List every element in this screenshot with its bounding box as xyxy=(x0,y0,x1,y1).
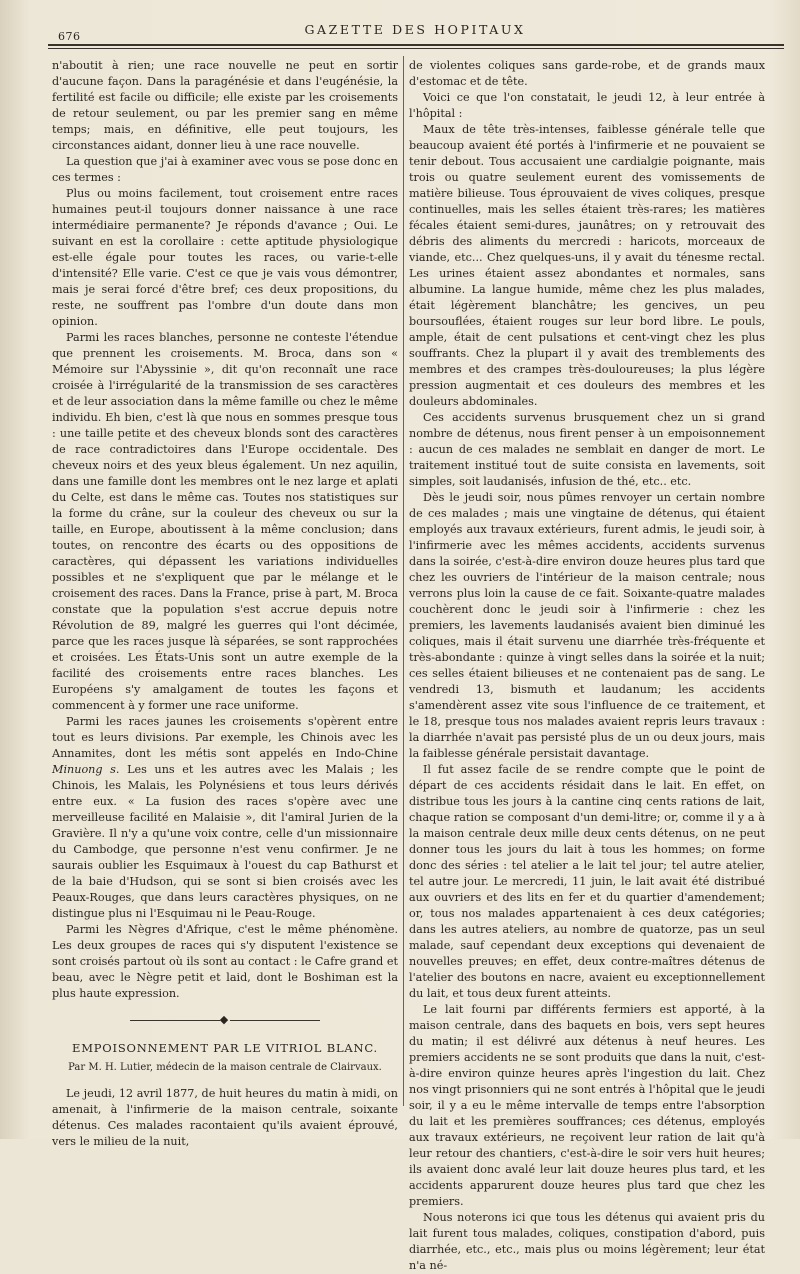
paragraph: Voici ce que l'on constatait, le jeudi 12, à leur entrée à l'hôpital : xyxy=(409,91,765,120)
right-column xyxy=(409,58,765,1274)
paragraph: Il fut assez facile de se rendre compte que le point de départ de ces accidents résidait dans le lait. En effet, on distribue tous les jours à la cantine cinq cents rations de lait, chaque ration se composant d'un demi-litre; or, comme il y a à la maison centrale deux mille deux cents détenus, on ne peut donner tous les jours du lait à tous les hommes; on forme donc des séries : tel atelier a le lait tel jour; tel autre atelier, tel autre jour. Le mercredi, 11 juin, le lait avait été distribué aux ouvriers et des lits en fer et du quartier d'amendement; or, tous nos malades appartenaient à ces deux catégories; dans les autres ateliers, au nombre de quatorze, pas un seul malade, sauf cependant deux exceptions qui devenaient de nouvelles preuves; en effet, deux contre-maîtres détenus de l'atelier des boutons en nacre, avaient eu exceptionnellement du lait, et tous deux furent atteints. xyxy=(409,763,765,1000)
paragraph: n'aboutit à rien; une race nouvelle ne peut en sortir d'aucune façon. Dans la paragénésie et dans l'eugénésie, la fertilité est facile ou difficile; elle existe par les croisements de retour seulement, ou par les premier sang en même temps; mais, en définitive, elle peut toujours, les circonstances aidant, donner lieu à une race nouvelle. xyxy=(52,59,398,152)
paragraph: Maux de tête très-intenses, faiblesse générale telle que beaucoup avaient été portés à l'infirmerie et ne pouvaient se tenir debout. Tous accusaient une cardialgie poignante, mais trois ou quatre seulement eurent des vomissements de matière bilieuse. Tous éprouvaient de vives coliques, presque continuelles, mais les selles étaient très-rares; les matières fécales étaient semi-dures, jaunâtres; on y retrouvait des débris des aliments du mercredi : haricots, morceaux de viande, etc... Chez quelques-uns, il y avait du ténesme rectal. Les urines étaient assez abondantes et normales, sans albumine. La langue humide, même chez les plus malades, était légèrement blanchâtre; les gencives, un peu boursouflées, étaient rouges sur leur bord libre. Le pouls, ample, était de cent pulsations et cent-vingt chez les plus souffrants. Chez la plupart il y avait des tremblements des membres et des crampes très-douloureuses; la plus légère pression augmentait et ces douleurs des membres et les douleurs abdominales. xyxy=(409,123,765,408)
italic-term: Minuong s. xyxy=(52,763,120,776)
article-title: EMPOISONNEMENT PAR LE VITRIOL BLANC. xyxy=(72,1041,378,1055)
paragraph xyxy=(52,714,398,922)
paragraph: de violentes coliques sans garde-robe, et de grands maux d'estomac et de tête. xyxy=(409,59,765,88)
left-column xyxy=(52,58,398,1150)
section-divider-ornament: ◆ xyxy=(52,1012,398,1028)
paragraph: Le jeudi, 12 avril 1877, de huit heures du matin à midi, on amenait, à l'infirmerie de la maison centrale, soixante détenus. Ces malades racontaient qu'ils avaient éprouvé, vers le milieu de la nuit, xyxy=(52,1087,398,1148)
journal-title: GAZETTE DES HOPITAUX xyxy=(304,22,526,37)
paragraph: Parmi les races blanches, personne ne conteste l'étendue que prennent les croisements. M. Broca, dans son « Mémoire sur l'Abyssinie », dit qu'on reconnaît une race croisée à l'irrégularité de la transmission de ses caractères et de leur association dans la même famille ou chez le même individu. Eh bien, c'est là que nous en sommes presque tous : une taille petite et des cheveux blonds sont des caractères de race contradictoires dans l'Europe occidentale. Des cheveux noirs et des yeux bleus également. Un nez aquilin, dans une famille dont les membres ont le nez large et aplati du Celte, est dans le même cas. Toutes nos statistiques sur la forme du crâne, sur la couleur des cheveux ou sur la taille, en Europe, aboutissent à la même conclusion; dans toutes, on rencontre des écarts ou des oppositions de caractères, qui dépassent les variations individuelles possibles et ne s'expliquent que par le mélange et le croisement des races. Dans la France, prise à part, M. Broca constate que la population s'est accrue depuis notre Révolution de 89, malgré les guerres qui l'ont décimée, parce que les races jusque là séparées, se sont rapprochées et croisées. Les États-Unis sont un autre exemple de la facilité des croisements entre races blanches. Les Européens s'y amalgament de toutes les façons et commencent à y former une race uniforme. xyxy=(52,331,398,712)
article-byline: Par M. H. Lutier, médecin de la maison centrale de Clairvaux. xyxy=(68,1062,382,1073)
paragraph-text: Les uns et les autres avec les Malais ; les Chinois, les Malais, les Polynésiens et tous leurs dérivés entre eux. « La fusion des races s'opère avec une merveilleuse facilité en Malaisie », dit l'amiral Jurien de la Gravière. Il n'y a qu'une voix contre, celle d'un missionnaire du Cambodge, que personne n'est venu confirmer. Je ne saurais oublier les Esquimaux à l'ouest du cap Bathurst et de la baie d'Hudson, qui se sont si bien croisés avec les Peaux-Rouges, que dans leurs caractères physiques, on ne distingue plus ni l'Esquimau ni le Peau-Rouge. xyxy=(52,763,398,920)
header-rule-thick xyxy=(48,44,784,46)
page-number: 676 xyxy=(58,30,81,43)
paragraph: Parmi les Nègres d'Afrique, c'est le même phénomène. Les deux groupes de races qui s'y disputent l'existence se sont croisés partout où ils sont au contact : le Cafre grand et beau, avec le Nègre petit et laid, dont le Boshiman est la plus haute expression. xyxy=(52,923,398,1000)
paragraph: Ces accidents survenus brusquement chez un si grand nombre de détenus, nous firent penser à un empoisonnement : aucun de ces malades ne semblait en danger de mort. Le traitement institué tout de suite consista en lavements, soit simples, soit laudanisés, infusion de thé, etc.. etc. xyxy=(409,411,765,488)
paragraph: Plus ou moins facilement, tout croisement entre races humaines peut-il toujours donner naissance à une race intermédiaire permanente? Je réponds d'avance ; Oui. Le suivant en est la corollaire : cette aptitude physiologique est-elle égale pour toutes les races, ou varie-t-elle d'intensité? Elle varie. C'est ce que je vais vous démontrer, mais je serai forcé d'être bref; ces deux propositions, du reste, ne souffrent pas l'ombre d'un doute dans mon opinion. xyxy=(52,187,398,328)
paragraph: Dès le jeudi soir, nous pûmes renvoyer un certain nombre de ces malades ; mais une vingtaine de détenus, qui étaient employés aux travaux extérieurs, furent admis, le jeudi soir, à l'infirmerie avec les mêmes accidents, accidents survenus dans la soirée, c'est-à-dire environ douze heures plus tard que chez les ouvriers de l'intérieur de la maison centrale; nous verrons plus loin la cause de ce fait. Soixante-quatre malades couchèrent donc le jeudi soir à l'infirmerie : chez les premiers, les lavements laudanisés avaient bien diminué les coliques, mais il était survenu une diarrhée très-fréquente et très-abondante : quinze à vingt selles dans la soirée et la nuit; ces selles étaient bilieuses et ne contenaient pas de sang. Le vendredi 13, bismuth et laudanum; les accidents s'amendèrent assez vite sous l'influence de ce traitement, et le 18, presque tous nos malades avaient repris leurs travaux : la diarrhée n'avait pas persisté plus de un ou deux jours, mais la faiblesse générale persistait davantage. xyxy=(409,491,765,760)
header-rule-thin xyxy=(48,48,784,49)
column-divider xyxy=(403,56,404,1106)
page-header xyxy=(48,20,782,46)
paragraph-text: Parmi les races jaunes les croisements s'opèrent entre tout es leurs divisions. Par exemple, les Chinois avec les Annamites, dont les métis sont appelés en Indo-Chine xyxy=(52,715,398,760)
paragraph: La question que j'ai à examiner avec vous se pose donc en ces termes : xyxy=(52,155,398,184)
paragraph: Le lait fourni par différents fermiers est apporté, à la maison centrale, dans des baquets en bois, vers sept heures du matin; il est délivré aux détenus à neuf heures. Les premiers accidents ne se sont produits que dans la nuit, c'est-à-dire environ quinze heures après l'ingestion du lait. Chez nos vingt prisonniers qui ne sont entrés à l'hôpital que le jeudi soir, il y a eu le même intervalle de temps entre l'absorption du lait et les premières souffrances; ces détenus, employés aux travaux extérieurs, ne reçoivent leur ration de lait qu'à leur retour des chantiers, c'est-à-dire le soir vers huit heures; ils avaient donc avalé leur lait douze heures plus tard, et les accidents apparurent douze heures plus tard que chez les premiers. xyxy=(409,1003,765,1208)
paragraph: Nous noterons ici que tous les détenus qui avaient pris du lait furent tous malades, coliques, constipation d'abord, puis diarrhée, etc., etc., mais plus ou moins légèrement; leur état n'a né- xyxy=(409,1211,765,1272)
